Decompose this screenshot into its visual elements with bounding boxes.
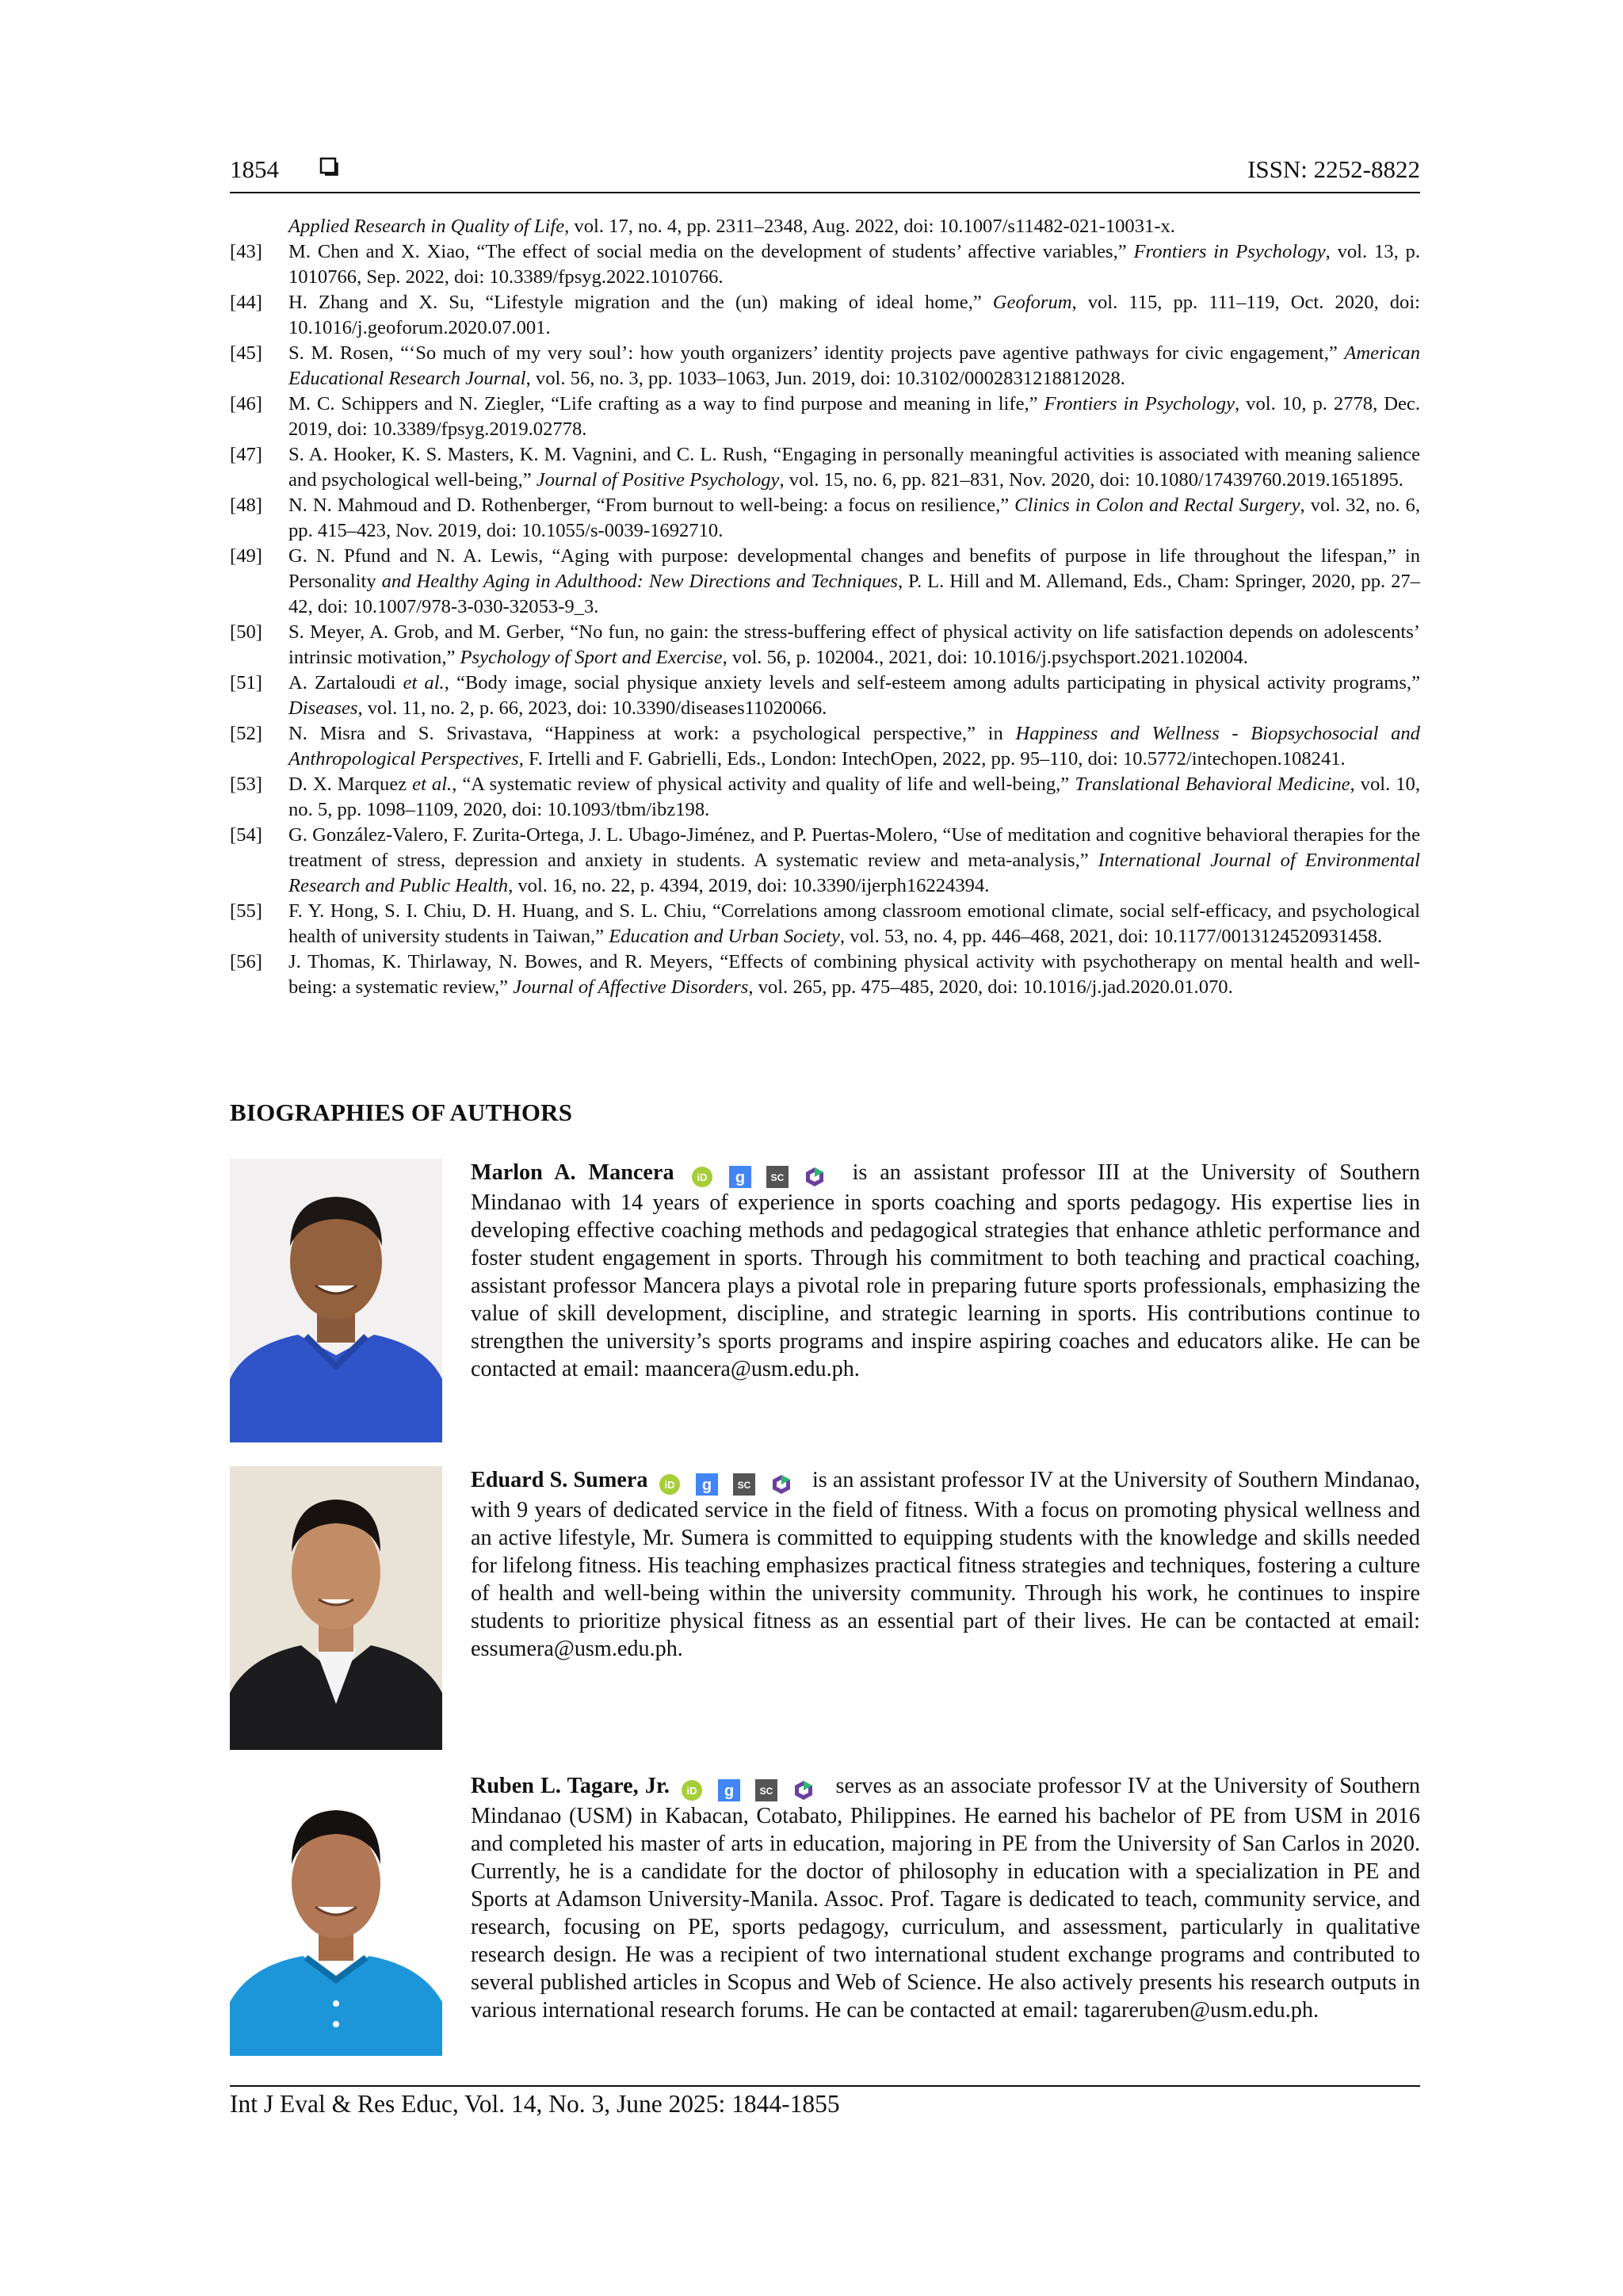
reference-item — [230, 772, 1420, 823]
svg-text:g: g — [735, 1168, 745, 1186]
reference-number: [43] — [230, 241, 262, 262]
section-heading: BIOGRAPHIES OF AUTHORS — [230, 1098, 573, 1126]
author-bio-text — [471, 1159, 1420, 1383]
author-bio-body: is an assistant professor IV at the University of Southern Mindanao, with 9 years of dedicated service in the field of fitness. With a focus on promoting physical wellness and an active lifestyle, Mr. Sumera is committed to equipping students with the knowledge and skills needed for lifelong fitness. His teaching emphasizes practical fitness strategies and techniques, fostering a culture of health and well-being within the university community. Through his work, he continues to inspire students to prioritize physical fitness as an essential part of their lives. He can be contacted at email: essumera@usm.edu.ph. — [471, 1468, 1421, 1661]
profile-icons — [659, 1469, 802, 1496]
svg-text:g: g — [724, 1782, 735, 1800]
reference-number: [45] — [230, 342, 262, 364]
reference-number: [49] — [230, 545, 262, 567]
reference-item — [230, 949, 1420, 1000]
google-scholar-icon[interactable] — [696, 1473, 718, 1496]
reference-text: , vol. 16, no. 22, p. 4394, 2019, doi: 10.3390/ijerph16224394. — [508, 875, 990, 896]
svg-text:SC: SC — [759, 1785, 773, 1797]
reference-text: , vol. 32, no. 6, pp. 415–423, Nov. 2019, doi: 10.1055/s-0039-1692710. — [288, 495, 1420, 541]
svg-text:iD: iD — [664, 1478, 675, 1491]
reference-item — [230, 620, 1420, 670]
footer-rule — [230, 2085, 1420, 2087]
header-rule — [230, 192, 1420, 193]
publons-icon[interactable] — [804, 1166, 826, 1188]
reference-source-title: Journal of Affective Disorders — [513, 976, 749, 998]
reference-text: , vol. 56, no. 3, pp. 1033–1063, Jun. 2019, doi: 10.3102/0002831218812028. — [525, 368, 1125, 389]
reference-number: [46] — [230, 393, 262, 415]
reference-text: N. N. Mahmoud and D. Rothenberger, “From burnout to well-being: a focus on resilience,” — [288, 495, 1015, 516]
reference-text: , vol. 13, p. 1010766, Sep. 2022, doi: 10.3389/fpsyg.2022.1010766. — [288, 241, 1420, 288]
reference-text: , vol. 11, no. 2, p. 66, 2023, doi: 10.3390/diseases11020066. — [357, 697, 827, 719]
reference-item — [230, 670, 1420, 721]
reference-source-title: Translational Behavioral Medicine — [1075, 774, 1350, 795]
author-bio-text — [471, 1466, 1420, 1663]
reference-number: [53] — [230, 774, 262, 795]
reference-number: [56] — [230, 951, 262, 972]
reference-item — [230, 823, 1420, 899]
reference-item — [230, 239, 1420, 290]
svg-text:SC: SC — [770, 1171, 784, 1183]
orcid-icon[interactable] — [681, 1779, 703, 1801]
face — [292, 1828, 380, 1939]
reference-source-title: Journal of Positive Psychology — [536, 469, 780, 491]
publons-icon[interactable] — [792, 1779, 815, 1801]
orcid-icon[interactable] — [659, 1473, 681, 1496]
reference-text: M. Chen and X. Xiao, “The effect of social media on the development of students’ affective variables,” — [288, 241, 1134, 262]
reference-source-title: International Journal of Environmental Research and Public Health — [288, 850, 1420, 896]
reference-text: G. González-Valero, F. Zurita-Ortega, J. L. Ubago-Jiménez, and P. Puertas-Molero, “Use of meditation and cognitive behavioral therapies for the treatment of stress, depression and anxiety in students. A systematic review and meta-analysis,” — [288, 824, 1420, 871]
reference-source-title: Diseases — [288, 697, 358, 719]
reference-text: H. Zhang and X. Su, “Lifestyle migration and the (un) making of ideal home,” — [288, 292, 993, 313]
reference-source-title: Clinics in Colon and Rectal Surgery — [1014, 495, 1300, 516]
author-name: Ruben L. Tagare, Jr. — [471, 1774, 670, 1798]
reference-text: , F. Irtelli and F. Gabrielli, Eds., London: IntechOpen, 2022, pp. 95–110, doi: 10.5772/intechopen.108241. — [518, 748, 1346, 770]
issn: ISSN: 2252-8822 — [1247, 155, 1420, 183]
reference-number: [52] — [230, 723, 262, 744]
reference-text: D. X. Marquez — [288, 774, 413, 795]
reference-text: , “Body image, social physique anxiety levels and self-esteem among adults participating in physical activity programs,” — [444, 672, 1420, 693]
reference-text: G. N. Pfund and N. A. Lewis, “Aging with purpose: developmental changes and benefits of purpose in life throughout the lifespan,” in Personality — [288, 545, 1420, 592]
reference-source-title: Geoforum — [992, 292, 1072, 313]
reference-text: , vol. 10, p. 2778, Dec. 2019, doi: 10.3389/fpsyg.2019.02778. — [288, 393, 1420, 440]
reference-item — [230, 721, 1420, 772]
reference-item — [230, 214, 1420, 239]
svg-text:SC: SC — [737, 1479, 751, 1491]
reference-item — [230, 341, 1420, 392]
reference-item — [230, 392, 1420, 442]
reference-text: , vol. 10, no. 5, pp. 1098–1109, 2020, doi: 10.1093/tbm/ibz198. — [288, 774, 1420, 820]
reference-number: [55] — [230, 900, 262, 922]
reference-item — [230, 493, 1420, 544]
svg-text:iD: iD — [686, 1784, 697, 1797]
reference-source-title: Happiness and Wellness - Biopsychosocial and Anthropological Perspectives — [288, 723, 1420, 770]
author-bio-text — [471, 1772, 1420, 2024]
reference-text: M. C. Schippers and N. Ziegler, “Life crafting as a way to find purpose and meaning in life,” — [288, 393, 1044, 415]
author-bio-body: is an assistant professor III at the University of Southern Mindanao with 14 years of experience in sports coaching and sports pedagogy. His expertise lies in developing effective coaching methods and pedagogical strategies that enhance athletic performance and foster student engagement in sports. Through his commitment to both teaching and practical coaching, assistant professor Mancera plays a pivotal role in preparing future sports professionals, emphasizing the value of skill development, discipline, and strategic learning in sports. His contributions continue to strengthen the university’s sports programs and inspire aspiring coaches and educators alike. He can be contacted at email: maancera@usm.edu.ph. — [471, 1160, 1421, 1381]
reference-source-title: Psychology of Sport and Exercise — [460, 647, 723, 668]
reference-text: , vol. 115, pp. 111–119, Oct. 2020, doi: 10.1016/j.geoforum.2020.07.001. — [288, 292, 1420, 338]
author-photo — [230, 1159, 442, 1442]
reference-item — [230, 442, 1420, 493]
reference-item — [230, 290, 1420, 341]
reference-list — [230, 214, 1420, 1000]
reference-number: [50] — [230, 621, 262, 643]
orcid-icon[interactable] — [691, 1166, 713, 1188]
reference-source-title: Frontiers in Psychology — [1133, 241, 1326, 262]
page-number: 1854 — [230, 155, 279, 183]
reference-number: [51] — [230, 672, 262, 693]
publons-icon[interactable] — [770, 1473, 792, 1496]
reference-number: [47] — [230, 444, 262, 465]
author-name: Eduard S. Sumera — [471, 1468, 648, 1492]
scopus-icon[interactable] — [733, 1473, 755, 1496]
author-photo — [230, 1466, 442, 1750]
reference-text: S. A. Hooker, K. S. Masters, K. M. Vagnini, and C. L. Rush, “Engaging in personally meaningful activities is associated with meaning salience and psychological well-being,” — [288, 444, 1420, 491]
author-name: Marlon A. Mancera — [471, 1160, 674, 1185]
author-bio-body: serves as an associate professor IV at the University of Southern Mindanao (USM) in Kabacan, Cotabato, Philippines. He earned his bachelor of PE from USM in 2016 and completed his master of arts in education, majoring in PE from the University of San Carlos in 2020. Currently, he is a candidate for the doctor of philosophy in education with a specialization in PE and Sports at Adamson University-Manila. Assoc. Prof. Tagare is dedicated to teach, community service, and research, focusing on PE, sports pedagogy, curriculum, and assessment, particularly in qualitative research design. He was a recipient of two international student exchange programs and contributed to several published articles in Scopus and Web of Science. He also actively presents his research outputs in various international research forums. He can be contacted at email: tagareruben@usm.edu.ph. — [471, 1774, 1421, 2023]
reference-source-title: et al. — [412, 774, 453, 795]
reference-text: , vol. 56, p. 102004., 2021, doi: 10.1016/j.psychsport.2021.102004. — [722, 647, 1248, 668]
profile-icons — [691, 1161, 834, 1189]
reference-source-title: and Healthy Aging in Adulthood: New Directions and Techniques — [381, 571, 898, 592]
reference-text: , vol. 265, pp. 475–485, 2020, doi: 10.1016/j.jad.2020.01.070. — [748, 976, 1233, 998]
profile-icons — [681, 1775, 824, 1802]
author-photo — [230, 1772, 442, 2056]
reference-item — [230, 544, 1420, 620]
reference-number: [44] — [230, 292, 262, 313]
svg-text:g: g — [701, 1476, 712, 1494]
scopus-icon[interactable] — [766, 1166, 789, 1188]
box-bullet-icon — [319, 157, 340, 178]
reference-source-title: American Educational Research Journal — [288, 342, 1420, 389]
reference-text: F. Y. Hong, S. I. Chiu, D. H. Huang, and S. L. Chiu, “Correlations among classroom emotional climate, social self-efficacy, and psychological health of university students in Taiwan,” — [288, 900, 1420, 947]
reference-text: , vol. 17, no. 4, pp. 2311–2348, Aug. 2022, doi: 10.1007/s11482-021-10031-x. — [564, 216, 1175, 237]
footer-citation: Int J Eval & Res Educ, Vol. 14, No. 3, June 2025: 1844-1855 — [230, 2090, 840, 2118]
reference-text: A. Zartaloudi — [288, 672, 403, 693]
reference-source-title: Education and Urban Society — [609, 926, 840, 947]
reference-text: , vol. 53, no. 4, pp. 446–468, 2021, doi: 10.1177/0013124520931458. — [839, 926, 1383, 947]
scopus-icon[interactable] — [755, 1779, 777, 1801]
google-scholar-icon[interactable] — [718, 1779, 740, 1801]
reference-source-title: et al. — [403, 672, 445, 693]
reference-source-title: Applied Research in Quality of Life — [288, 216, 565, 237]
page-header — [230, 151, 1420, 192]
google-scholar-icon[interactable] — [729, 1166, 751, 1188]
reference-text: S. Meyer, A. Grob, and M. Gerber, “No fun, no gain: the stress-buffering effect of physical activity on life satisfaction depends on adolescents’ intrinsic motivation,” — [288, 621, 1420, 668]
reference-text: , “A systematic review of physical activity and quality of life and well-being,” — [452, 774, 1075, 795]
reference-number: [54] — [230, 824, 262, 846]
reference-text: , P. L. Hill and M. Allemand, Eds., Cham: Springer, 2020, pp. 27–42, doi: 10.1007/978-3-030-32053-9_3. — [288, 571, 1420, 617]
svg-text:iD: iD — [697, 1171, 708, 1183]
reference-text: , vol. 15, no. 6, pp. 821–831, Nov. 2020, doi: 10.1080/17439760.2019.1651895. — [779, 469, 1403, 491]
reference-text: J. Thomas, K. Thirlaway, N. Bowes, and R. Meyers, “Effects of combining physical activity with psychotherapy on mental health and well-being: a systematic review,” — [288, 951, 1420, 998]
reference-item — [230, 899, 1420, 949]
reference-text: S. M. Rosen, “‘So much of my very soul’: how youth organizers’ identity projects pave agentive pathways for civic engagement,” — [288, 342, 1345, 364]
reference-text: N. Misra and S. Srivastava, “Happiness at work: a psychological perspective,” in — [288, 723, 1016, 744]
reference-number: [48] — [230, 495, 262, 516]
reference-source-title: Frontiers in Psychology — [1044, 393, 1235, 415]
